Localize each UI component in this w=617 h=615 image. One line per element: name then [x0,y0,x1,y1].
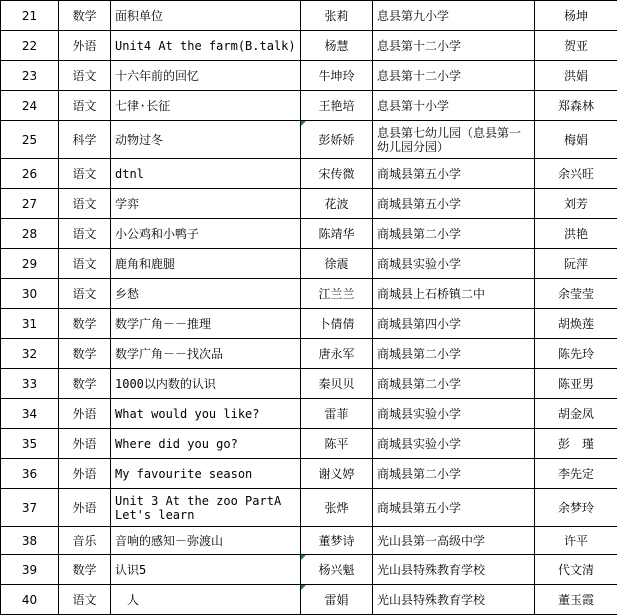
school-cell: 商城县第五小学 [373,489,535,527]
school-cell: 商城县实验小学 [373,249,535,279]
mentor-cell: 洪娟 [535,61,617,91]
subject-cell: 数学 [59,369,111,399]
lesson-title-cell: 动物过冬 [111,121,301,159]
row-number-cell: 33 [1,369,59,399]
mentor-cell: 许平 [535,527,617,555]
school-cell: 息县第十二小学 [373,61,535,91]
lesson-title-cell: 音响的感知－弥渡山 [111,527,301,555]
lesson-title-cell: 数学广角－－推理 [111,309,301,339]
school-cell: 商城县上石桥镇二中 [373,279,535,309]
lesson-title-cell: Unit 3 At the zoo PartA Let's learn [111,489,301,527]
table-row [1,369,617,399]
teacher-cell: 秦贝贝 [301,369,373,399]
mentor-cell: 胡焕莲 [535,309,617,339]
school-cell: 光山县特殊教育学校 [373,555,535,585]
row-number-cell: 40 [1,585,59,615]
school-cell: 息县第十二小学 [373,31,535,61]
row-number-cell: 24 [1,91,59,121]
lesson-title-cell: My favourite season [111,459,301,489]
subject-cell: 语文 [59,279,111,309]
table-row [1,31,617,61]
school-cell: 息县第七幼儿园（息县第一幼儿园分园） [373,121,535,159]
subject-cell: 音乐 [59,527,111,555]
teacher-cell: 宋传微 [301,159,373,189]
subject-cell: 语文 [59,219,111,249]
mentor-cell: 洪艳 [535,219,617,249]
row-number-cell: 27 [1,189,59,219]
school-cell: 光山县第一高级中学 [373,527,535,555]
row-number-cell: 35 [1,429,59,459]
table-body [1,1,617,615]
row-number-cell: 21 [1,1,59,31]
teacher-cell: 陈靖华 [301,219,373,249]
table-row [1,585,617,615]
mentor-cell: 阮萍 [535,249,617,279]
school-cell: 商城县实验小学 [373,429,535,459]
table-row [1,159,617,189]
teacher-cell: 卜倩倩 [301,309,373,339]
subject-cell: 外语 [59,489,111,527]
mentor-cell: 余梦玲 [535,489,617,527]
row-number-cell: 22 [1,31,59,61]
subject-cell: 语文 [59,249,111,279]
lesson-title-cell: 十六年前的回忆 [111,61,301,91]
table-row [1,249,617,279]
teacher-cell: 杨慧 [301,31,373,61]
subject-cell: 外语 [59,459,111,489]
table-row [1,91,617,121]
school-cell: 息县第十小学 [373,91,535,121]
table-row [1,61,617,91]
row-number-cell: 32 [1,339,59,369]
subject-cell: 语文 [59,159,111,189]
subject-cell: 数学 [59,339,111,369]
table-row [1,189,617,219]
row-number-cell: 29 [1,249,59,279]
table-row [1,121,617,159]
teacher-cell: 张莉 [301,1,373,31]
teacher-cell: 彭娇娇 [301,121,373,159]
school-cell: 商城县第五小学 [373,189,535,219]
mentor-cell: 胡金凤 [535,399,617,429]
teacher-cell: 唐永军 [301,339,373,369]
row-number-cell: 30 [1,279,59,309]
teacher-cell: 张烨 [301,489,373,527]
subject-cell: 语文 [59,61,111,91]
teacher-cell: 谢义婷 [301,459,373,489]
subject-cell: 数学 [59,309,111,339]
teacher-cell: 徐震 [301,249,373,279]
school-cell: 商城县第四小学 [373,309,535,339]
row-number-cell: 36 [1,459,59,489]
school-cell: 商城县第二小学 [373,459,535,489]
lesson-title-cell: Unit4 At the farm(B.talk) [111,31,301,61]
mentor-cell: 董玉霞 [535,585,617,615]
table-row [1,309,617,339]
table-row [1,489,617,527]
lesson-title-cell: dtnl [111,159,301,189]
row-number-cell: 39 [1,555,59,585]
row-number-cell: 37 [1,489,59,527]
teacher-cell: 王艳培 [301,91,373,121]
mentor-cell: 陈先玲 [535,339,617,369]
row-number-cell: 38 [1,527,59,555]
lesson-title-cell: What would you like? [111,399,301,429]
subject-cell: 语文 [59,189,111,219]
table-row [1,339,617,369]
lesson-title-cell: Where did you go? [111,429,301,459]
row-number-cell: 23 [1,61,59,91]
subject-cell: 科学 [59,121,111,159]
row-number-cell: 34 [1,399,59,429]
teacher-cell: 江兰兰 [301,279,373,309]
lesson-title-cell: 七律·长征 [111,91,301,121]
subject-cell: 外语 [59,429,111,459]
mentor-cell: 刘芳 [535,189,617,219]
subject-cell: 数学 [59,555,111,585]
row-number-cell: 31 [1,309,59,339]
teacher-cell: 雷菲 [301,399,373,429]
mentor-cell: 杨坤 [535,1,617,31]
lesson-title-cell: 认识5 [111,555,301,585]
table-row [1,459,617,489]
teacher-cell: 董梦诗 [301,527,373,555]
mentor-cell: 余莹莹 [535,279,617,309]
school-cell: 商城县第五小学 [373,159,535,189]
school-cell: 息县第九小学 [373,1,535,31]
table-row [1,1,617,31]
teacher-cell: 牛坤玲 [301,61,373,91]
school-cell: 商城县实验小学 [373,399,535,429]
subject-cell: 外语 [59,31,111,61]
subject-cell: 语文 [59,91,111,121]
subject-cell: 外语 [59,399,111,429]
mentor-cell: 李先定 [535,459,617,489]
table-row [1,219,617,249]
mentor-cell: 陈亚男 [535,369,617,399]
lesson-title-cell: 小公鸡和小鸭子 [111,219,301,249]
table-row [1,279,617,309]
table-row [1,429,617,459]
subject-cell: 数学 [59,1,111,31]
lesson-title-cell: 1000以内数的认识 [111,369,301,399]
row-number-cell: 25 [1,121,59,159]
lesson-title-cell: 人 [111,585,301,615]
teacher-cell: 花波 [301,189,373,219]
subject-cell: 语文 [59,585,111,615]
lesson-title-cell: 学弈 [111,189,301,219]
mentor-cell: 余兴旺 [535,159,617,189]
teacher-cell: 陈平 [301,429,373,459]
lesson-title-cell: 乡愁 [111,279,301,309]
school-cell: 商城县第二小学 [373,369,535,399]
teacher-cell: 杨兴魁 [301,555,373,585]
table-row [1,399,617,429]
school-cell: 商城县第二小学 [373,339,535,369]
table-row [1,527,617,555]
school-cell: 商城县第二小学 [373,219,535,249]
row-number-cell: 28 [1,219,59,249]
mentor-cell: 代文清 [535,555,617,585]
mentor-cell: 梅娟 [535,121,617,159]
school-cell: 光山县特殊教育学校 [373,585,535,615]
teacher-cell: 雷娟 [301,585,373,615]
lesson-title-cell: 数学广角－－找次品 [111,339,301,369]
lesson-title-cell: 面积单位 [111,1,301,31]
mentor-cell: 贺亚 [535,31,617,61]
row-number-cell: 26 [1,159,59,189]
table-row [1,555,617,585]
mentor-cell: 彭 瑾 [535,429,617,459]
mentor-cell: 郑森林 [535,91,617,121]
lesson-title-cell: 鹿角和鹿腿 [111,249,301,279]
